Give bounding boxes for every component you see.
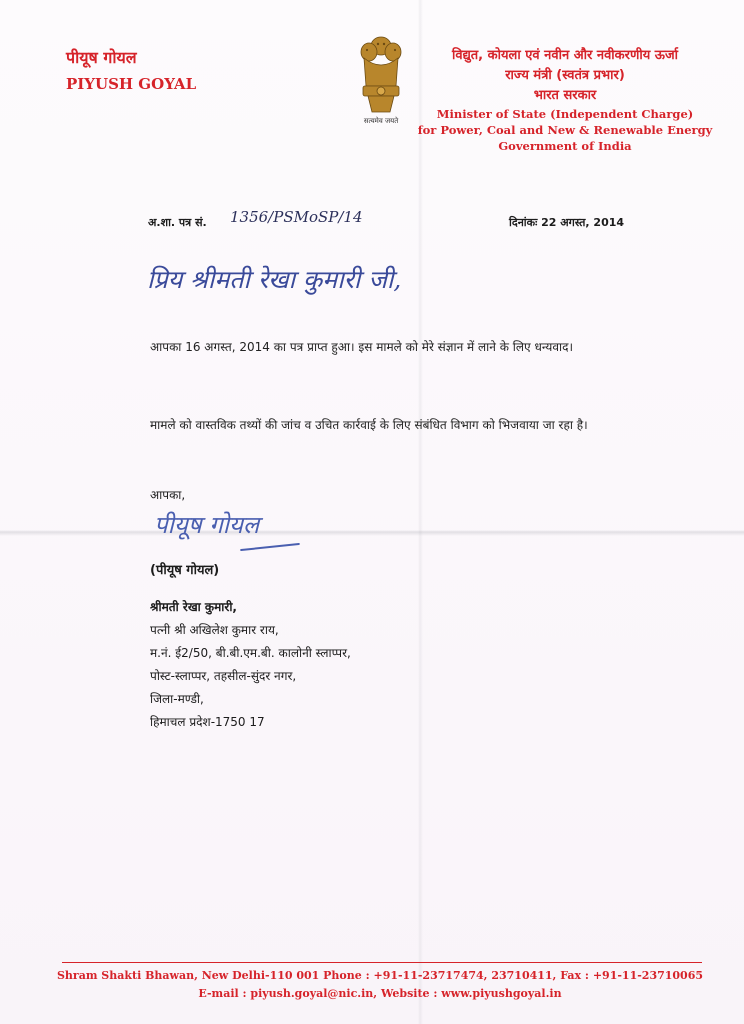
footer-email-website: E-mail : piyush.goyal@nic.in, Website : www.piyushgoyal.in [198, 987, 562, 1000]
signer-name: (पीयूष गोयल) [150, 563, 220, 578]
ministry-english: for Power, Coal and New & Renewable Energy [417, 123, 713, 137]
signature-underline [240, 543, 300, 551]
letter-date: दिनांकः 22 अगस्त, 2014 [509, 216, 625, 229]
letterhead-name-english: PIYUSH GOYAL [66, 75, 197, 93]
govt-hindi: भारत सरकार [533, 88, 597, 103]
letterhead-footer [40, 967, 720, 1003]
address-line: म.नं. ई2/50, बी.बी.एम.बी. कालोनी स्लाप्पर, [150, 646, 351, 660]
signature-handwritten: पीयूष गोयल [154, 511, 260, 539]
footer-address-phone: Shram Shakti Bhawan, New Delhi-110 001 Phone : +91-11-23717474, 23710411, Fax : +91-11-23710065 [56, 969, 704, 982]
address-line: पोस्ट-स्लाप्पर, तहसील-सुंदर नगर, [150, 669, 297, 683]
letterhead-ministry-block [412, 46, 718, 154]
footer-divider [62, 962, 702, 963]
letter-paragraph-2: मामले को वास्तविक तथ्यों की जांच व उचित कार्रवाई के लिए संबंधित विभाग को भिजवाया जा रहा है। [150, 418, 588, 432]
address-line: हिमाचल प्रदेश-1750 17 [150, 715, 265, 729]
govt-english: Government of India [498, 139, 632, 153]
address-line: पत्नी श्री अखिलेश कुमार राय, [150, 623, 279, 637]
address-line: जिला-मण्डी, [150, 692, 204, 706]
recipient-address [150, 596, 351, 734]
reference-label: अ.शा. पत्र सं. [148, 216, 207, 229]
reference-number-handwritten: 1356/PSMoSP/14 [230, 208, 363, 226]
salutation-handwritten: प्रिय श्रीमती रेखा कुमारी जी, [147, 265, 402, 294]
emblem-motto: सत्यमेव जयते [363, 117, 399, 125]
ministry-hindi: विद्युत, कोयला एवं नवीन और नवीकरणीय ऊर्जा [451, 48, 679, 63]
letterhead-name-hindi: पीयूष गोयल [66, 48, 137, 67]
letter-paragraph-1: आपका 16 अगस्त, 2014 का पत्र प्राप्त हुआ। इस मामले को मेरे संज्ञान में लाने के लिए धन्यवाद। [150, 340, 574, 354]
position-hindi: राज्य मंत्री (स्वतंत्र प्रभार) [505, 68, 625, 83]
position-english: Minister of State (Independent Charge) [436, 107, 694, 121]
address-line: श्रीमती रेखा कुमारी, [150, 600, 237, 614]
letter-closing: आपका, [150, 488, 186, 502]
